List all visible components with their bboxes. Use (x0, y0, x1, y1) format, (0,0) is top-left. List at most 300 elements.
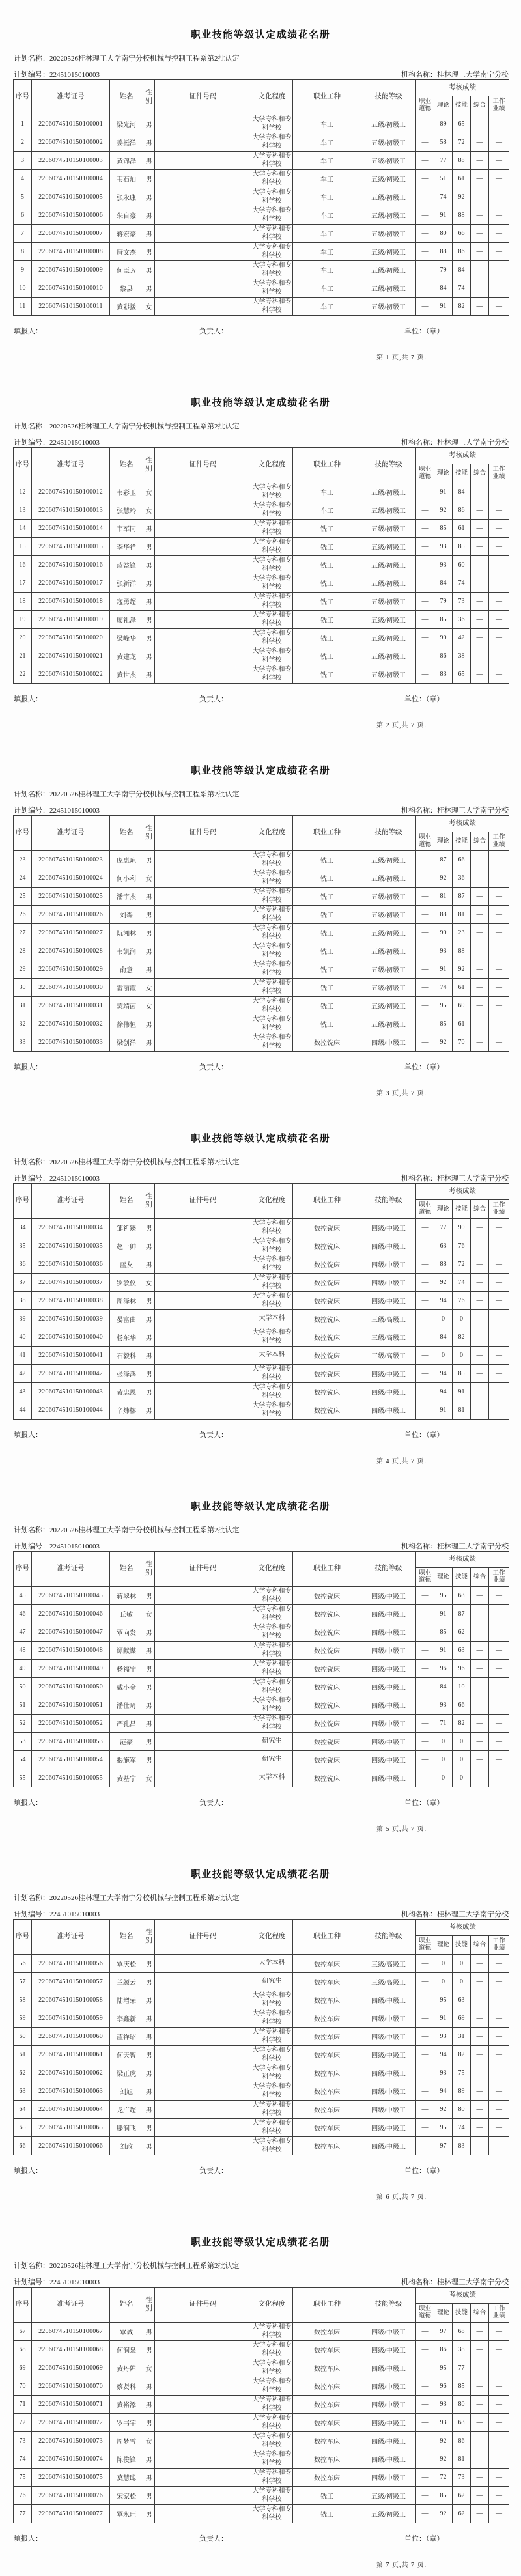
cell-name: 蔡贤科 (110, 2377, 143, 2396)
cell-theory: 77 (434, 152, 453, 170)
cell-name: 潘仕琦 (110, 1696, 143, 1715)
cell-gender: 男 (143, 2487, 155, 2505)
cell-gender: 女 (143, 2432, 155, 2450)
cell-edu: 大学专科和专科学校 (251, 851, 293, 869)
cell-level: 五级/初级工 (361, 629, 416, 647)
cell-trade: 数控铣床 (293, 1274, 361, 1292)
plan-name-label: 计划名称： (14, 1158, 49, 1166)
responsible-label: 负责人： (199, 1799, 228, 1807)
table-row (14, 888, 509, 906)
cell-comp: — (471, 629, 489, 647)
cell-seq: 51 (14, 1696, 32, 1715)
plan-name-value: 20220526桂林理工大学南宁分校机械与控制工程系第2批认定 (49, 2262, 240, 2270)
cell-skill: 82 (453, 2046, 471, 2064)
cell-theory: 0 (434, 1751, 453, 1769)
cell-ethics: — (416, 924, 434, 942)
cell-ticket: 2206074510150100062 (32, 2064, 110, 2082)
table-row (14, 2064, 509, 2082)
roster-page (0, 368, 521, 736)
cell-edu: 大学本科 (251, 1347, 293, 1365)
cell-ethics: — (416, 520, 434, 538)
cell-comp: — (471, 1642, 489, 1660)
cell-theory: 84 (434, 1328, 453, 1347)
cell-level: 五级/初级工 (361, 924, 416, 942)
cell-seq: 16 (14, 556, 32, 574)
cell-name: 张永康 (110, 188, 143, 206)
cell-trade: 数控车床 (293, 2082, 361, 2101)
col-header-trade: 职业工种 (293, 1184, 361, 1219)
cell-ethics: — (416, 1015, 434, 1033)
col-header-score-group: 考核成绩 (416, 2288, 509, 2304)
cell-ticket: 2206074510150100010 (32, 279, 110, 298)
table-row (14, 1991, 509, 2009)
cell-comp: — (471, 556, 489, 574)
col-header-seq: 序号 (14, 1184, 32, 1219)
table-row (14, 1015, 509, 1033)
col-header-comprehensive: 综合 (471, 832, 489, 851)
cell-idno (155, 2064, 251, 2082)
cell-name: 韦军同 (110, 520, 143, 538)
cell-skill: 74 (453, 279, 471, 298)
col-header-skill: 技能 (453, 2304, 471, 2323)
col-header-level: 技能等级 (361, 1552, 416, 1587)
cell-idno (155, 2432, 251, 2450)
cell-work: — (489, 2082, 509, 2101)
cell-theory: 94 (434, 2046, 453, 2064)
page-number: 第 2 页,共 7 页. (376, 722, 427, 729)
cell-theory: 97 (434, 2323, 453, 2341)
cell-level: 五级/初级工 (361, 2487, 416, 2505)
cell-idno (155, 261, 251, 279)
cell-theory: 72 (434, 2469, 453, 2487)
cell-seq: 12 (14, 483, 32, 501)
cell-skill: 0 (453, 1769, 471, 1787)
cell-comp: — (471, 243, 489, 261)
cell-gender: 男 (143, 170, 155, 188)
cell-comp: — (471, 2101, 489, 2119)
cell-idno (155, 1678, 251, 1696)
cell-seq: 54 (14, 1751, 32, 1769)
plan-name-line (14, 1156, 240, 1167)
cell-gender: 男 (143, 1015, 155, 1033)
col-header-theory: 理论 (434, 832, 453, 851)
cell-comp: — (471, 170, 489, 188)
roster-header (14, 2288, 509, 2323)
cell-gender: 男 (143, 1973, 155, 1991)
cell-idno (155, 2469, 251, 2487)
cell-seq: 32 (14, 1015, 32, 1033)
cell-trade: 数控铣床 (293, 1587, 361, 1605)
cell-level: 四级/中级工 (361, 1642, 416, 1660)
cell-theory: 88 (434, 1255, 453, 1274)
col-header-work: 工作业绩 (489, 1936, 509, 1955)
cell-edu: 大学专科和专科学校 (251, 942, 293, 960)
cell-trade: 数控铣床 (293, 1347, 361, 1365)
roster-table (13, 1183, 509, 1420)
cell-skill: 77 (453, 2359, 471, 2377)
cell-ethics: — (416, 188, 434, 206)
cell-idno (155, 2323, 251, 2341)
cell-comp: — (471, 206, 489, 225)
col-header-seq: 序号 (14, 2288, 32, 2323)
cell-skill: 10 (453, 1678, 471, 1696)
cell-level: 五级/初级工 (361, 206, 416, 225)
cell-idno (155, 2046, 251, 2064)
cell-gender: 女 (143, 1769, 155, 1787)
table-row (14, 170, 509, 188)
plan-number-line (14, 69, 100, 79)
cell-theory: 92 (434, 2450, 453, 2469)
cell-trade: 车工 (293, 483, 361, 501)
cell-gender: 男 (143, 2082, 155, 2101)
cell-idno (155, 1751, 251, 1769)
cell-comp: — (471, 1292, 489, 1310)
cell-skill: 65 (453, 665, 471, 684)
cell-name: 蓝友 (110, 1255, 143, 1274)
cell-level: 四级/中级工 (361, 1274, 416, 1292)
cell-skill: 66 (453, 225, 471, 243)
cell-idno (155, 574, 251, 593)
plan-name-label: 计划名称： (14, 1894, 49, 1902)
cell-work: — (489, 2487, 509, 2505)
cell-gender: 男 (143, 2396, 155, 2414)
cell-level: 五级/初级工 (361, 1015, 416, 1033)
cell-skill: 38 (453, 2341, 471, 2359)
plan-number-line (14, 2276, 100, 2287)
org-name-line (401, 1173, 509, 1183)
col-header-gender: 性别 (143, 816, 155, 851)
cell-idno (155, 1715, 251, 1733)
cell-comp: — (471, 1274, 489, 1292)
table-row (14, 1033, 509, 1052)
cell-name: 姜挺洋 (110, 133, 143, 152)
cell-gender: 男 (143, 1033, 155, 1052)
table-row (14, 2359, 509, 2377)
filler-label: 填报人： (14, 328, 42, 335)
org-name-label: 机构名称： (401, 1911, 437, 1918)
cell-seq: 19 (14, 611, 32, 629)
cell-work: — (489, 2469, 509, 2487)
col-header-level: 技能等级 (361, 2288, 416, 2323)
cell-theory: 93 (434, 2396, 453, 2414)
plan-number-line (14, 1173, 100, 1183)
cell-name: 黄锦泽 (110, 152, 143, 170)
cell-theory: 92 (434, 501, 453, 520)
cell-idno (155, 2359, 251, 2377)
cell-name: 辛炜榕 (110, 1401, 143, 1420)
cell-idno (155, 1274, 251, 1292)
cell-ticket: 2206074510150100068 (32, 2341, 110, 2359)
cell-work: — (489, 1587, 509, 1605)
roster-header (14, 1920, 509, 1955)
cell-ethics: — (416, 1642, 434, 1660)
cell-idno (155, 1973, 251, 1991)
cell-work: — (489, 188, 509, 206)
cell-ethics: — (416, 133, 434, 152)
cell-comp: — (471, 960, 489, 979)
cell-ticket: 2206074510150100008 (32, 243, 110, 261)
cell-trade: 数控铣床 (293, 1033, 361, 1052)
cell-skill: 81 (453, 906, 471, 924)
cell-gender: 男 (143, 942, 155, 960)
table-row (14, 1255, 509, 1274)
cell-theory: 94 (434, 2082, 453, 2101)
cell-work: — (489, 997, 509, 1015)
cell-level: 四级/中级工 (361, 2377, 416, 2396)
roster-table (13, 79, 509, 316)
cell-ticket: 2206074510150100041 (32, 1347, 110, 1365)
cell-seq: 5 (14, 188, 32, 206)
cell-ethics: — (416, 869, 434, 888)
cell-seq: 50 (14, 1678, 32, 1696)
cell-name: 何天智 (110, 2046, 143, 2064)
cell-seq: 4 (14, 170, 32, 188)
cell-idno (155, 906, 251, 924)
cell-comp: — (471, 133, 489, 152)
cell-gender: 男 (143, 538, 155, 556)
filler-label: 填报人： (14, 1431, 42, 1439)
cell-theory: 0 (434, 1733, 453, 1751)
cell-work: — (489, 2341, 509, 2359)
plan-number-label: 计划编号： (14, 1911, 49, 1918)
cell-theory: 92 (434, 869, 453, 888)
plan-number-line (14, 1541, 100, 1551)
cell-skill: 38 (453, 647, 471, 665)
cell-name: 梁光河 (110, 115, 143, 133)
cell-ticket: 2206074510150100027 (32, 924, 110, 942)
cell-seq: 44 (14, 1401, 32, 1420)
cell-ticket: 2206074510150100049 (32, 1660, 110, 1678)
cell-seq: 34 (14, 1219, 32, 1237)
cell-comp: — (471, 1033, 489, 1052)
plan-number-label: 计划编号： (14, 2278, 49, 2286)
cell-theory: 88 (434, 243, 453, 261)
cell-seq: 72 (14, 2414, 32, 2432)
cell-work: — (489, 501, 509, 520)
cell-idno (155, 2396, 251, 2414)
cell-ticket: 2206074510150100002 (32, 133, 110, 152)
cell-edu: 大学专科和专科学校 (251, 2028, 293, 2046)
table-row (14, 1237, 509, 1255)
col-header-score-group: 考核成绩 (416, 1552, 509, 1568)
cell-level: 五级/初级工 (361, 538, 416, 556)
cell-ethics: — (416, 2432, 434, 2450)
cell-theory: 85 (434, 1623, 453, 1642)
cell-idno (155, 647, 251, 665)
cell-seq: 29 (14, 960, 32, 979)
org-name-value: 桂林理工大学南宁分校 (437, 2278, 509, 2286)
cell-gender: 男 (143, 924, 155, 942)
cell-trade: 铣工 (293, 997, 361, 1015)
col-header-ticket: 准考证号 (32, 1920, 110, 1955)
cell-edu: 大学专科和专科学校 (251, 1015, 293, 1033)
page-title: 职业技能等级认定成绩花名册 (190, 30, 331, 40)
cell-comp: — (471, 2377, 489, 2396)
cell-seq: 69 (14, 2359, 32, 2377)
cell-skill: 74 (453, 2119, 471, 2137)
cell-work: — (489, 629, 509, 647)
cell-theory: 83 (434, 665, 453, 684)
cell-work: — (489, 1401, 509, 1420)
cell-gender: 男 (143, 188, 155, 206)
cell-seq: 71 (14, 2396, 32, 2414)
cell-idno (155, 2119, 251, 2137)
col-header-name: 姓名 (110, 1184, 143, 1219)
col-header-idno: 证件号码 (155, 1920, 251, 1955)
cell-gender: 男 (143, 1328, 155, 1347)
cell-skill: 62 (453, 1623, 471, 1642)
cell-level: 五级/初级工 (361, 133, 416, 152)
cell-idno (155, 1015, 251, 1033)
plan-name-label: 计划名称： (14, 2262, 49, 2270)
cell-trade: 数控车床 (293, 2064, 361, 2082)
cell-skill: 76 (453, 1292, 471, 1310)
cell-comp: — (471, 1991, 489, 2009)
cell-gender: 男 (143, 906, 155, 924)
cell-seq: 11 (14, 298, 32, 316)
cell-level: 四级/中级工 (361, 2009, 416, 2028)
cell-edu: 大学专科和专科学校 (251, 1696, 293, 1715)
cell-level: 五级/初级工 (361, 225, 416, 243)
cell-edu: 大学专科和专科学校 (251, 2487, 293, 2505)
col-header-comprehensive: 综合 (471, 1200, 489, 1219)
cell-trade: 数控铣床 (293, 1642, 361, 1660)
org-name-label: 机构名称： (401, 71, 437, 79)
cell-work: — (489, 1955, 509, 1973)
cell-trade: 数控铣床 (293, 1219, 361, 1237)
cell-gender: 男 (143, 960, 155, 979)
cell-seq: 73 (14, 2432, 32, 2450)
cell-ethics: — (416, 1347, 434, 1365)
cell-work: — (489, 1383, 509, 1401)
cell-idno (155, 188, 251, 206)
cell-ticket: 2206074510150100064 (32, 2101, 110, 2119)
col-header-gender: 性别 (143, 1552, 155, 1587)
cell-ticket: 2206074510150100032 (32, 1015, 110, 1033)
cell-edu: 大学专科和专科学校 (251, 2377, 293, 2396)
cell-work: — (489, 483, 509, 501)
cell-seq: 18 (14, 593, 32, 611)
table-row (14, 1383, 509, 1401)
cell-ticket: 2206074510150100016 (32, 556, 110, 574)
cell-ethics: — (416, 1696, 434, 1715)
cell-ethics: — (416, 1587, 434, 1605)
cell-ethics: — (416, 851, 434, 869)
cell-name: 何小利 (110, 869, 143, 888)
cell-gender: 男 (143, 261, 155, 279)
col-header-work: 工作业绩 (489, 832, 509, 851)
cell-ticket: 2206074510150100042 (32, 1365, 110, 1383)
col-header-ticket: 准考证号 (32, 1552, 110, 1587)
responsible-label: 负责人： (199, 1431, 228, 1439)
cell-seq: 13 (14, 501, 32, 520)
cell-edu: 大学专科和专科学校 (251, 2119, 293, 2137)
table-row (14, 960, 509, 979)
cell-name: 张新洋 (110, 574, 143, 593)
cell-name: 蓝益锋 (110, 556, 143, 574)
col-header-ticket: 准考证号 (32, 1184, 110, 1219)
cell-ticket: 2206074510150100028 (32, 942, 110, 960)
cell-seq: 41 (14, 1347, 32, 1365)
cell-ticket: 2206074510150100034 (32, 1219, 110, 1237)
cell-gender: 男 (143, 2064, 155, 2082)
cell-idno (155, 1255, 251, 1274)
cell-work: — (489, 1347, 509, 1365)
cell-edu: 大学专科和专科学校 (251, 2064, 293, 2082)
cell-level: 四级/中级工 (361, 2046, 416, 2064)
cell-work: — (489, 1991, 509, 2009)
cell-name: 梁峰华 (110, 629, 143, 647)
cell-seq: 64 (14, 2101, 32, 2119)
cell-ticket: 2206074510150100024 (32, 869, 110, 888)
cell-trade: 车工 (293, 152, 361, 170)
roster-page (0, 2207, 521, 2576)
col-header-education: 文化程度 (251, 2288, 293, 2323)
cell-edu: 研究生 (251, 1733, 293, 1751)
page-title: 职业技能等级认定成绩花名册 (190, 398, 331, 408)
cell-edu: 大学专科和专科学校 (251, 2101, 293, 2119)
cell-comp: — (471, 1678, 489, 1696)
cell-ticket: 2206074510150100033 (32, 1033, 110, 1052)
cell-trade: 车工 (293, 115, 361, 133)
cell-ethics: — (416, 942, 434, 960)
cell-theory: 91 (434, 1605, 453, 1623)
cell-ticket: 2206074510150100074 (32, 2450, 110, 2469)
cell-skill: 36 (453, 611, 471, 629)
cell-seq: 17 (14, 574, 32, 593)
plan-name-label: 计划名称： (14, 55, 49, 63)
plan-name-value: 20220526桂林理工大学南宁分校机械与控制工程系第2批认定 (49, 55, 240, 63)
cell-name: 龙广超 (110, 2101, 143, 2119)
org-name-value: 桂林理工大学南宁分校 (437, 71, 509, 79)
cell-ethics: — (416, 1255, 434, 1274)
cell-trade: 铣工 (293, 593, 361, 611)
cell-theory: 92 (434, 2432, 453, 2450)
cell-gender: 男 (143, 2137, 155, 2155)
cell-skill: 73 (453, 593, 471, 611)
cell-theory: 94 (434, 1292, 453, 1310)
col-header-work: 工作业绩 (489, 96, 509, 115)
cell-edu: 大学专科和专科学校 (251, 483, 293, 501)
signature-line (14, 1797, 509, 1808)
cell-edu: 大学本科 (251, 1769, 293, 1787)
cell-edu: 大学专科和专科学校 (251, 960, 293, 979)
cell-level: 五级/初级工 (361, 665, 416, 684)
cell-gender: 男 (143, 888, 155, 906)
cell-level: 五级/初级工 (361, 298, 416, 316)
cell-comp: — (471, 2009, 489, 2028)
cell-level: 四级/中级工 (361, 2469, 416, 2487)
cell-level: 四级/中级工 (361, 1991, 416, 2009)
col-header-name: 姓名 (110, 80, 143, 115)
filler-label: 填报人： (14, 1063, 42, 1071)
cell-edu: 研究生 (251, 1973, 293, 1991)
cell-ethics: — (416, 2064, 434, 2082)
cell-theory: 95 (434, 1587, 453, 1605)
cell-theory: 87 (434, 851, 453, 869)
table-row (14, 851, 509, 869)
cell-ticket: 2206074510150100073 (32, 2432, 110, 2450)
cell-seq: 42 (14, 1365, 32, 1383)
cell-theory: 91 (434, 2009, 453, 2028)
cell-theory: 71 (434, 1715, 453, 1733)
cell-comp: — (471, 2137, 489, 2155)
cell-trade: 铣工 (293, 924, 361, 942)
cell-theory: 90 (434, 924, 453, 942)
cell-skill: 82 (453, 1328, 471, 1347)
cell-skill: 61 (453, 520, 471, 538)
plan-name-value: 20220526桂林理工大学南宁分校机械与控制工程系第2批认定 (49, 1158, 240, 1166)
